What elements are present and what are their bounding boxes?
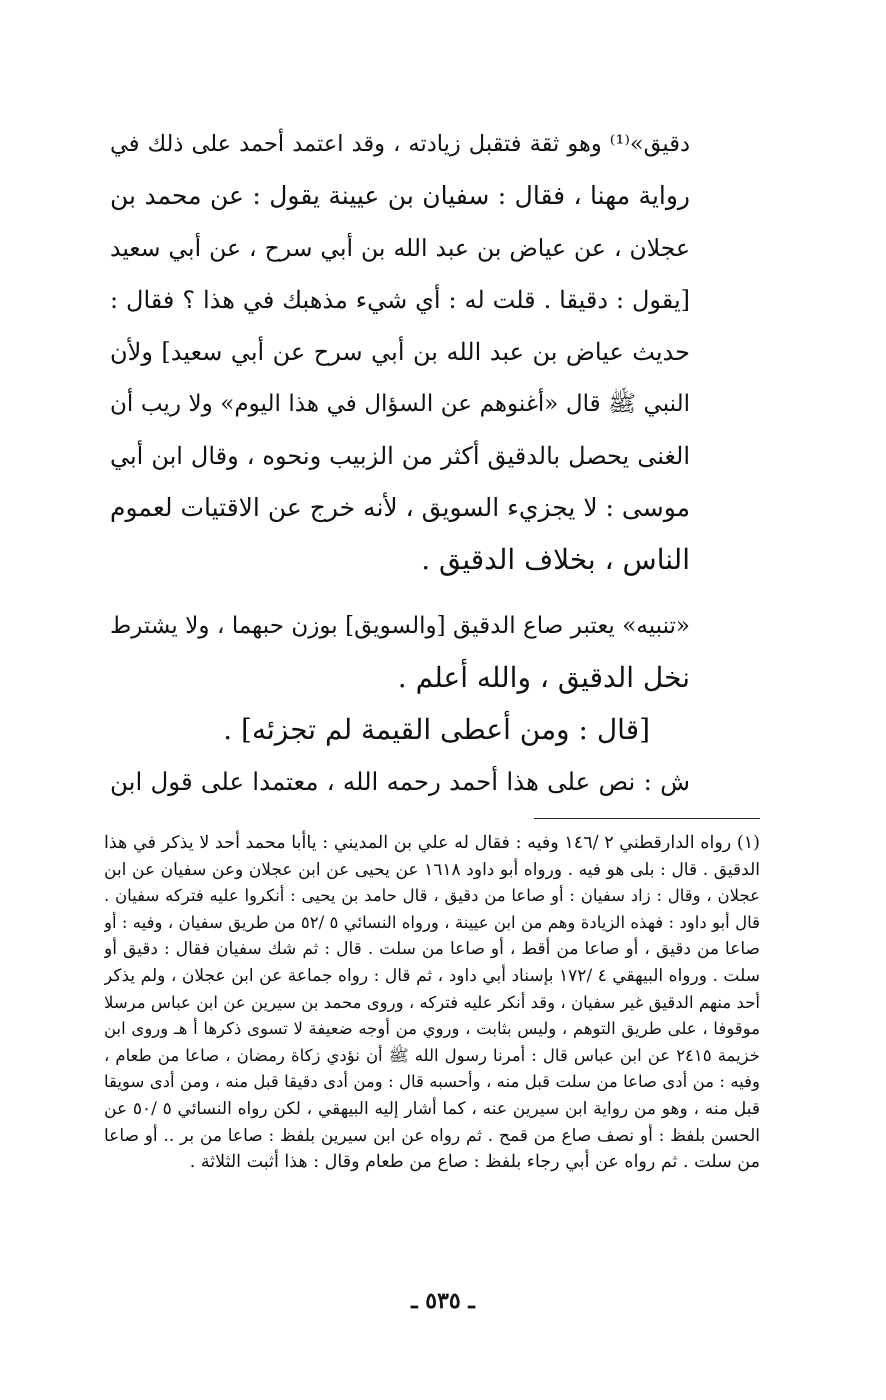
footnote-line: من سلت . ثم رواه عن أبي رجاء بلفظ : صاع من طعام وقال : هذا أثبت الثلاثة . — [189, 1152, 760, 1173]
matn-qala-line: [قال : ومن أعطى القيمة لم تجزئه] . — [223, 713, 650, 746]
text-line: عجلان ، عن عياض بن عبد الله بن أبي سرح ، عن أبي سعيد — [110, 234, 690, 262]
text-line: رواية مهنا ، فقال : سفيان بن عيينة يقول : عن محمد بن — [110, 181, 690, 210]
text-line: دقيق»⁽¹⁾ وهو ثقة فتقبل زيادته ، وقد اعتمد أحمد على ذلك في — [110, 131, 690, 157]
text-line: النبي ﷺ قال «أغنوهم عن السؤال في هذا اليوم» ولا ريب أن — [110, 391, 690, 417]
paragraph-gap — [110, 586, 690, 600]
footnote-line: عجلان ، وقال : زاد سفيان : أو صاعا من دقيق ، قال حامد بن يحيى : أنكروا عليه فتركه سفيان . — [104, 886, 760, 906]
footnote-line: قبل منه ، وهو من رواية ابن سيرين عنه ، كما أشار إليه البيهقي ، لكن رواه النسائي ٥ /٥٠ عن — [104, 1098, 760, 1119]
footnote-separator — [534, 818, 760, 819]
sharh-line: ش : نص على هذا أحمد رحمه الله ، معتمدا على قول ابن — [110, 767, 690, 796]
footnote-line: وفيه : من أدى صاعا من سلت قبل منه ، وأحسبه قال : ومن أدى دقيقا قبل منه ، ومن أدى سويقا — [104, 1072, 760, 1092]
text-line: حديث عياض بن عبد الله بن أبي سرح عن أبي سعيد] ولأن — [110, 338, 690, 366]
footnote-line: موقوفا ، على طريق التوهم ، وليس بثابت ، وروي من أوجه ضعيفة لا تسوى ذكرها أ هـ وروى ابن — [104, 1019, 760, 1039]
text-line: الغنى يحصل بالدقيق أكثر من الزبيب ونحوه ، وقال ابن أبي — [110, 442, 690, 470]
main-text-block — [110, 118, 690, 808]
footnote-line: قال أبو داود : فهذه الزيادة وهم من ابن عيينة ، ورواه النسائي ٥ /٥٢ من طريق سفيان ، وفيه : أو — [104, 912, 760, 932]
footnotes-block — [104, 830, 760, 1176]
tanbih-line: نخل الدقيق ، والله أعلم . — [397, 661, 690, 694]
text-line: الناس ، بخلاف الدقيق . — [421, 543, 690, 576]
tanbih-line: «تنبيه» يعتبر صاع الدقيق [والسويق] بوزن حبهما ، ولا يشترط — [110, 613, 690, 639]
page-number: ـ ٥٣٥ ـ — [411, 1288, 475, 1314]
footnote-line: أحد منهم الدقيق غير سفيان ، وقد أنكر عليه فتركه ، وروى محمد بن سيرين عن ابن عباس مرسلا — [104, 992, 760, 1012]
footnote-line: (١) رواه الدارقطني ٢ /١٤٦ وفيه : فقال له علي بن المديني : ياأبا محمد أحد لا يذكر في هذا — [104, 833, 760, 853]
text-line: موسى : لا يجزيء السويق ، لأنه خرج عن الاقتيات لعموم — [110, 493, 690, 522]
footnote-line: الحسن بلفظ : أو نصف صاع من قمح . ثم رواه عن ابن سيرين بلفظ : صاعا من بر .. أو صاعا — [104, 1125, 760, 1146]
footnote-line: الدقيق . قال : بلى هو فيه . ورواه أبو داود ١٦١٨ عن يحيى عن ابن عجلان وعن سفيان عن ابن — [104, 859, 760, 880]
footnote-line: سلت . ورواه البيهقي ٤ /١٧٢ بإسناد أبي داود ، ثم قال : رواه جماعة عن ابن عجلان ، ولم يذكر — [104, 965, 760, 986]
footnote-line: خزيمة ٢٤١٥ عن ابن عباس قال : أمرنا رسول الله ﷺ أن نؤدي زكاة رمضان ، صاعا من طعام ، — [104, 1045, 760, 1065]
text-line: [يقول : دقيقا . قلت له : أي شيء مذهبك في هذا ؟ فقال : — [110, 286, 690, 314]
footnote-line: صاعا من دقيق ، أو صاعا من أقط ، أو صاعا من سلت . قال : ثم شك سفيان فقال : دقيق أو — [104, 939, 760, 960]
